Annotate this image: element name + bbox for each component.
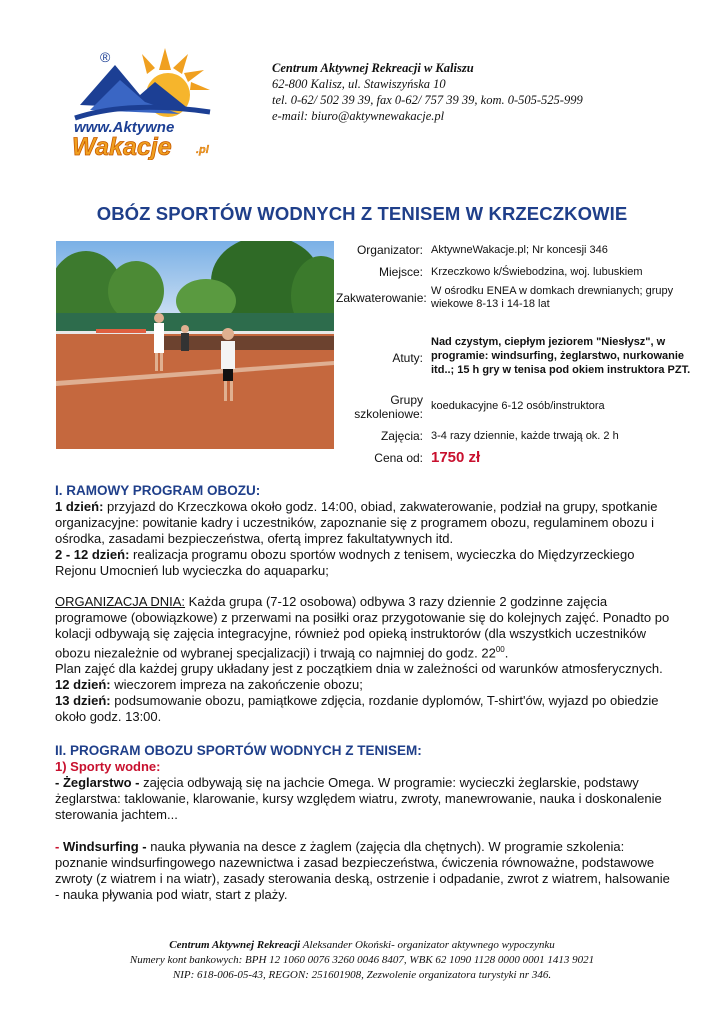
logo-suffix: .pl xyxy=(196,144,209,156)
info-label: Miejsce: xyxy=(378,265,423,279)
info-label: Organizator: xyxy=(356,243,423,257)
windsurfing-paragraph xyxy=(55,839,675,903)
day1-text: przyjazd do Krzeczkowa około godz. 14:00, obiad, zakwaterowanie, podział na grupy, spotkanie organizacyjne: powitanie kadry i uczestników, zapoznanie się z programem obozu, regulaminem obozu i ośrodka, zasadami bezpieczeństwa, ofertą imprez fakultatywnych itd. xyxy=(55,499,658,546)
company-logo xyxy=(70,40,230,160)
price-value: 1750 zł xyxy=(431,449,481,466)
info-row-groups xyxy=(336,393,696,429)
footer-name: Centrum Aktywnej Rekreacji xyxy=(169,939,301,951)
logo-line1: www.Aktywne xyxy=(74,119,175,136)
tennis-photo xyxy=(56,241,334,449)
organization-label: ORGANIZACJA DNIA: xyxy=(55,594,186,609)
info-row-place xyxy=(336,265,696,285)
footer-bank-accounts: Numery kont bankowych: BPH 12 1060 0076 3260 0046 8407, WBK 62 1090 1128 0000 0001 1413 9021 xyxy=(129,954,595,966)
info-value: AktywneWakacje.pl; Nr koncesji 346 xyxy=(431,244,608,256)
page-title: OBÓZ SPORTÓW WODNYCH Z TENISEM W KRZECZKOWIE xyxy=(96,203,628,224)
day2-paragraph xyxy=(55,547,675,579)
info-row-organizer xyxy=(336,243,696,265)
logo-graphic xyxy=(70,40,230,160)
day2-label: 2 - 12 dzień: xyxy=(55,547,130,562)
day12-paragraph xyxy=(55,677,675,693)
info-value: 3-4 razy dziennie, każde trwają ok. 2 h xyxy=(431,430,619,442)
page-footer xyxy=(0,938,724,983)
info-value: W ośrodku ENEA w domkach drewnianych; grupy wiekowe 8-13 i 14-18 lat xyxy=(431,285,674,310)
company-info xyxy=(272,60,583,124)
info-value: koedukacyjne 6-12 osób/instruktora xyxy=(431,400,605,412)
program-content xyxy=(55,483,675,903)
organization-text: Każda grupa (7-12 osobowa) odbywa 3 razy dziennie 2 godzinne zajęcia programowe (obowiązkowe) z przerwami na posiłki oraz przygotowanie się do kolejnych zajęć. Ponadto po kolacji odbywają się zajęcia integracyjne, również pod opieką instruktorów (dla wszystkich uczestników obozu niezależnie od wybranej specjalizacji) i trwają co najmniej do godz. 22 xyxy=(55,594,670,661)
info-label: Grupy szkoleniowe: xyxy=(354,393,423,421)
info-row-accommodation xyxy=(336,285,696,335)
info-value: Krzeczkowo k/Świebodzina, woj. lubuskiem xyxy=(431,266,643,278)
day1-paragraph xyxy=(55,499,675,547)
windsurfing-dash: - xyxy=(55,839,60,855)
info-label: Atuty: xyxy=(392,351,423,365)
section2-heading: II. PROGRAM OBOZU SPORTÓW WODNYCH Z TENISEM: xyxy=(55,743,422,759)
windsurfing-text: nauka pływania na desce z żaglem (zajęcia dla chętnych). W programie szkolenia: poznanie windsurfingowego nazewnictwa i zasad bezpieczeństwa, ćwiczenia równoważne, podstawowe zwroty (z wiatrem i na wiatr), zasady sterowania deską, ostrzenie i odpadanie, zwrot z wiatrem, halsowanie - nauka pływania pod wiatr, start z plaży. xyxy=(55,839,670,903)
info-row-advantages xyxy=(336,335,696,393)
footer-registration: NIP: 618-006-05-43, REGON: 251601908, Zezwolenie organizatora turystyki nr 346. xyxy=(172,969,552,981)
organization-paragraph xyxy=(55,594,675,661)
info-label: Cena od: xyxy=(374,451,423,465)
info-value: Nad czystym, ciepłym jeziorem "Niesłysz", w programie: windsurfing, żeglarstwo, nurkowanie itd..; 15 h gry w tenisa pod okiem instruktora PZT. xyxy=(431,336,691,376)
plan-paragraph: Plan zajęć dla każdej grupy układany jest z początkiem dnia w zależności od warunków atmosferycznych. xyxy=(55,661,663,677)
company-name: Centrum Aktywnej Rekreacji w Kaliszu xyxy=(272,61,474,75)
day13-text: podsumowanie obozu, pamiątkowe zdjęcia, rozdanie dyplomów, T-shirt'ów, wyjazd po obiedzie około godz. 13:00. xyxy=(55,693,659,725)
company-email[interactable]: e-mail: biuro@aktywnewakacje.pl xyxy=(272,109,445,123)
info-label: Zakwaterowanie: xyxy=(336,291,427,305)
windsurfing-label: Windsurfing - xyxy=(59,839,147,855)
info-row-classes xyxy=(336,429,696,449)
day12-text: wieczorem impreza na zakończenie obozu; xyxy=(110,677,363,693)
info-row-price xyxy=(336,449,696,471)
section1-heading: I. RAMOWY PROGRAM OBOZU: xyxy=(55,483,261,498)
camp-info-table xyxy=(336,243,696,471)
info-label: Zajęcia: xyxy=(380,429,423,443)
day13-paragraph xyxy=(55,693,675,725)
day12-label: 12 dzień: xyxy=(55,677,111,693)
company-phones: tel. 0-62/ 502 39 39, fax 0-62/ 757 39 39, kom. 0-505-525-999 xyxy=(272,93,583,107)
day2-text: realizacja programu obozu sportów wodnych z tenisem, wycieczka do Międzyrzeckiego Rejonu Umocnień lub wycieczka do aquaparku; xyxy=(55,547,635,578)
company-address: 62-800 Kalisz, ul. Stawiszyńska 10 xyxy=(272,77,446,91)
footer-line1 xyxy=(0,938,724,953)
trademark-symbol: ® xyxy=(100,49,111,65)
footer-owner: Aleksander Okoński- organizator aktywnego wypoczynku xyxy=(300,939,555,951)
day13-label: 13 dzień: xyxy=(55,693,111,709)
organization-end: . xyxy=(504,645,509,661)
sailing-label: - Żeglarstwo - xyxy=(55,775,140,791)
sailing-paragraph xyxy=(55,775,675,823)
logo-line2: Wakacje xyxy=(72,133,172,160)
water-sports-subheading: 1) Sporty wodne: xyxy=(55,759,161,775)
sailing-text: zajęcia odbywają się na jachcie Omega. W programie: wycieczki żeglarskie, podstawy żeglarstwa: taklowanie, klarowanie, kursy względem wiatru, zwroty, manewrowanie, nauka i doskonalenie sterowania jachtem... xyxy=(55,775,662,823)
organization-sup: 00 xyxy=(495,645,505,654)
day1-label: 1 dzień: xyxy=(55,499,104,514)
